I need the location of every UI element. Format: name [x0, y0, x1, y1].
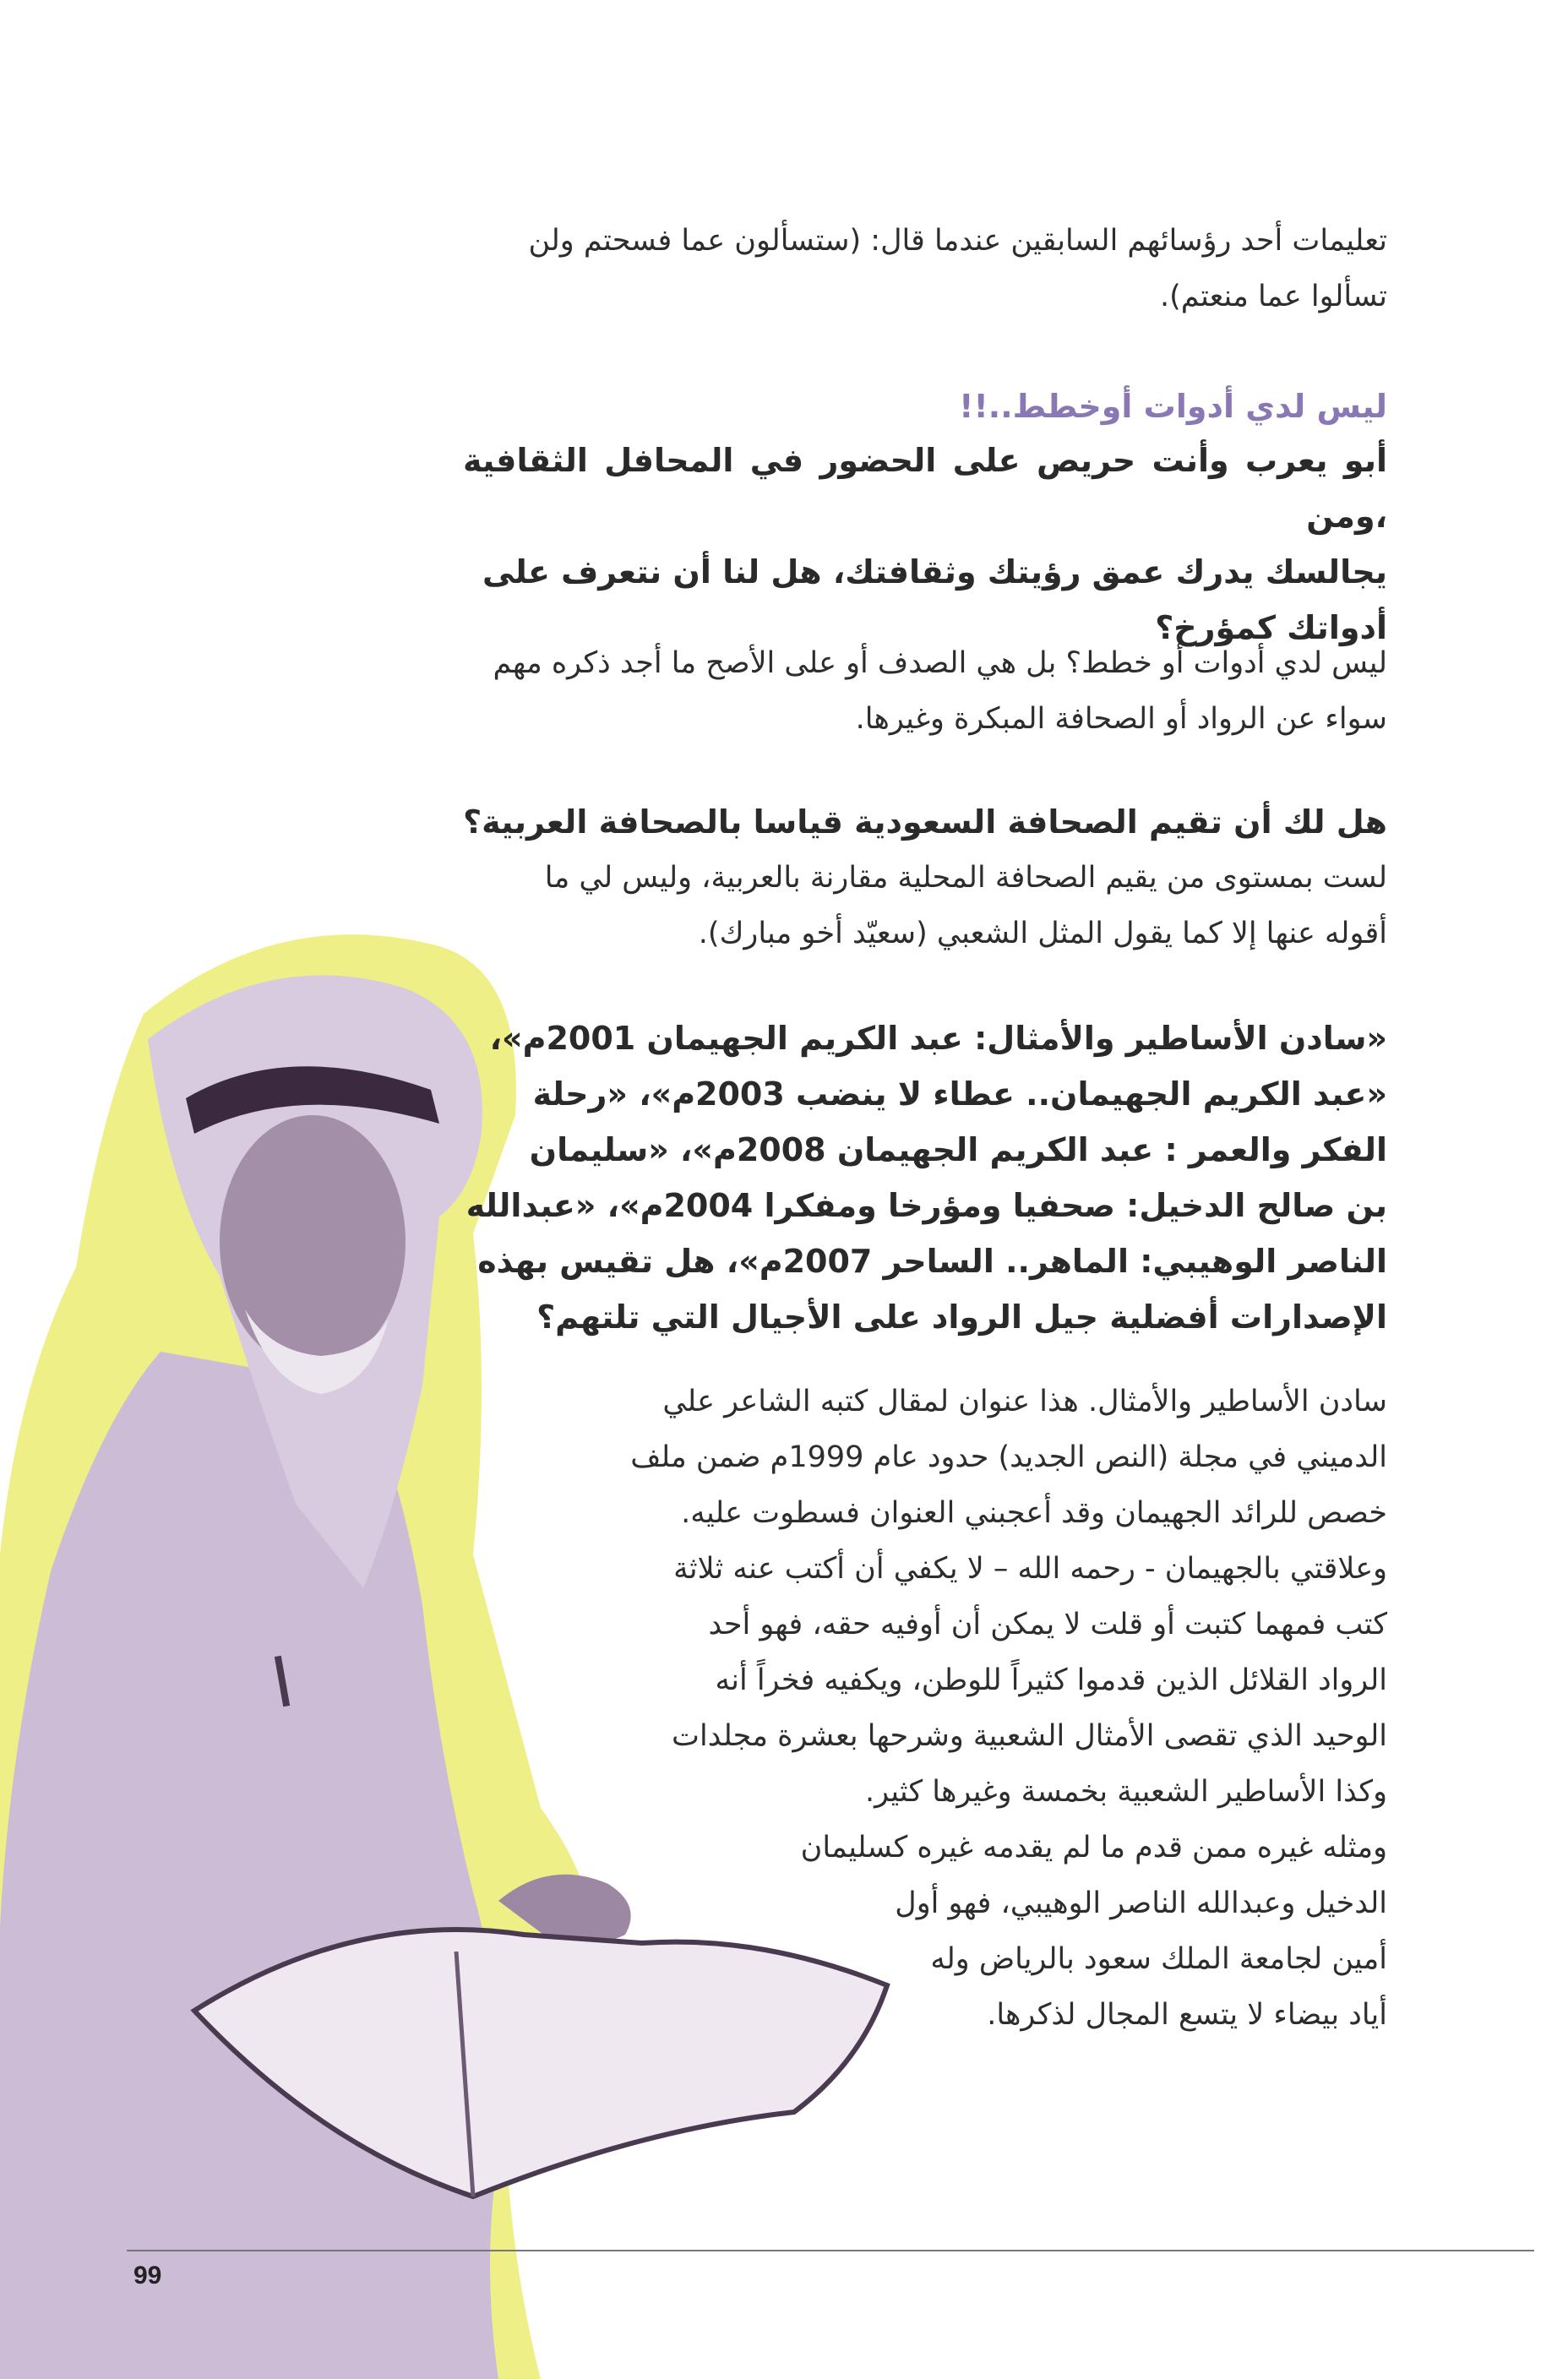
- answer-3-end: [583, 1931, 1387, 2043]
- answer-2: [463, 850, 1387, 961]
- text-line: الإصدارات أفضلية جيل الرواد على الأجيال التي تلتهم؟: [536, 1298, 1387, 1336]
- text-line: «عبد الكريم الجهيمان.. عطاء لا ينضب 2003م»، «رحلة: [532, 1075, 1387, 1113]
- text-line: خصص للرائد الجهيمان وقد أعجبني العنوان فسطوت عليه.: [681, 1496, 1387, 1530]
- text-line: يجالسك يدرك عمق رؤيتك وثقافتك، هل لنا أن نتعرف على: [482, 553, 1387, 591]
- question-2: هل لك أن تقيم الصحافة السعودية قياسا بالصحافة العربية؟: [463, 803, 1387, 841]
- text-line: تسألوا عما منعتم).: [1160, 280, 1387, 313]
- text-line: وعلاقتي بالجهيمان - رحمه الله – لا يكفي أن أكتب عنه ثلاثة: [673, 1552, 1387, 1586]
- text-line: لست بمستوى من يقيم الصحافة المحلية مقارنة بالعربية، وليس لي ما: [544, 861, 1387, 895]
- section-heading: ليس لدي أدوات أوخطط..!!: [959, 388, 1387, 425]
- text-line: الفكر والعمر : عبد الكريم الجهيمان 2008م»، «سليمان: [529, 1131, 1387, 1168]
- text-line: كتب فمهما كتبت أو قلت لا يمكن أن أوفيه حقه، فهو أحد: [708, 1608, 1387, 1641]
- text-line: «سادن الأساطير والأمثال: عبد الكريم الجهيمان 2001م»،: [489, 1020, 1387, 1057]
- paragraph-intro: [463, 213, 1387, 324]
- text-line: ومثله غيره ممن قدم ما لم يقدمه غيره كسليمان: [800, 1831, 1387, 1865]
- text-line: أدواتك كمؤرخ؟: [1155, 609, 1387, 646]
- answer-1: [463, 635, 1387, 747]
- answer-3: [463, 1374, 1387, 1820]
- text-line: تعليمات أحد رؤسائهم السابقين عندما قال: (ستسألون عما فسحتم ولن: [528, 224, 1387, 258]
- text-line: الدميني في مجلة (النص الجديد) حدود عام 1999م ضمن ملف: [630, 1440, 1387, 1474]
- face: [220, 1115, 406, 1369]
- answer-3-continued: [531, 1820, 1387, 1931]
- text-line: أمين لجامعة الملك سعود بالرياض وله: [930, 1942, 1387, 1976]
- question-3: [463, 1010, 1387, 1345]
- text-line: بن صالح الدخيل: صحفيا ومؤرخا ومفكرا 2004م»، «عبدالله: [466, 1187, 1387, 1224]
- text-line: أبو يعرب وأنت حريص على الحضور في المحافل الثقافية ،ومن: [463, 442, 1387, 535]
- text-line: ليس لدي أدوات أو خطط؟ بل هي الصدف أو على الأصح ما أجد ذكره مهم: [493, 646, 1387, 680]
- text-line: الدخيل وعبدالله الناصر الوهيبي، فهو أول: [895, 1886, 1387, 1920]
- text-line: وكذا الأساطير الشعبية بخمسة وغيرها كثير.: [864, 1775, 1387, 1809]
- text-line: سادن الأساطير والأمثال. هذا عنوان لمقال كتبه الشاعر علي: [662, 1385, 1387, 1418]
- page-number: 99: [133, 2262, 162, 2289]
- footer-rule: [127, 2250, 1534, 2251]
- text-line: أياد بيضاء لا يتسع المجال لذكرها.: [987, 1998, 1387, 2032]
- question-1: [463, 433, 1387, 656]
- text-line: سواء عن الرواد أو الصحافة المبكرة وغيرها.: [855, 702, 1387, 736]
- text-line: أقوله عنها إلا كما يقول المثل الشعبي (سعيّد أخو مبارك).: [698, 917, 1387, 950]
- text-line: الرواد القلائل الذين قدموا كثيراً للوطن، ويكفيه فخراً أنه: [715, 1663, 1387, 1697]
- text-line: الوحيد الذي تقصى الأمثال الشعبية وشرحها بعشرة مجلدات: [672, 1719, 1387, 1753]
- text-line: الناصر الوهيبي: الماهر.. الساحر 2007م»، هل تقيس بهذه: [477, 1243, 1387, 1280]
